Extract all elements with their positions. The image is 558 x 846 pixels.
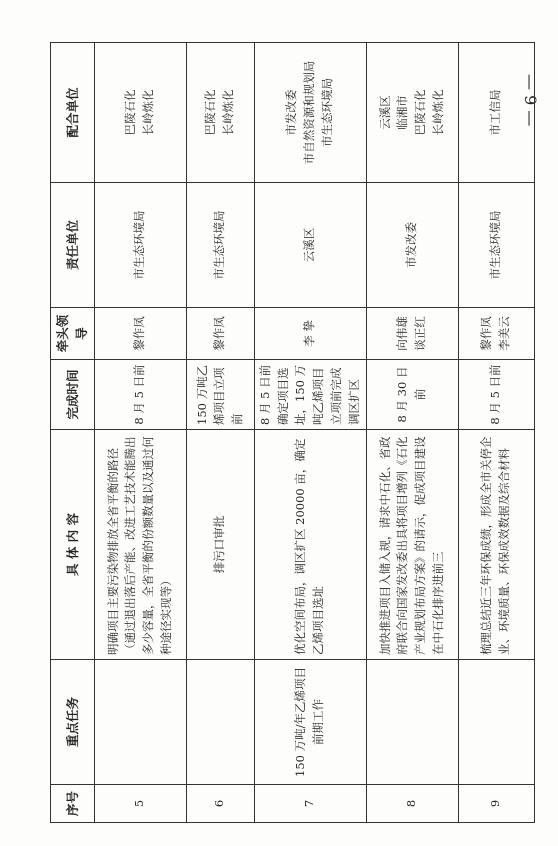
row-content: 明确项目主要污染物排放全省平衡的路径（通过退出落后产能、改进工艺技术能腾出多少容量，全省平衡的份额数量以及通过何种途径实现等） — [94, 430, 186, 660]
table-row — [186, 43, 254, 823]
support-unit: 临湘市 — [395, 95, 410, 130]
support-unit: 云溪区 — [377, 95, 392, 130]
row-support — [458, 43, 534, 183]
row-deadline: 8 月 30 日前 — [366, 360, 458, 430]
header-content: 具 体 内 容 — [51, 430, 95, 660]
support-unit: 长岭炼化 — [430, 89, 445, 136]
support-unit: 长岭炼化 — [221, 89, 236, 136]
support-unit: 巴陵石化 — [413, 89, 428, 136]
header-responsible: 责任单位 — [51, 183, 95, 308]
row-task — [366, 660, 458, 785]
support-unit: 市生态环境局 — [320, 78, 335, 147]
row-deadline: 8 月 5 日前 — [458, 360, 534, 430]
table-row — [94, 43, 186, 823]
row-responsible: 市发改委 — [366, 183, 458, 308]
row-responsible: 市生态环境局 — [94, 183, 186, 308]
support-unit: 市发改委 — [284, 89, 299, 136]
row-support — [186, 43, 254, 183]
support-unit: 巴陵石化 — [123, 89, 138, 136]
header-leader: 牵头领导 — [51, 308, 95, 360]
row-task — [94, 660, 186, 785]
row-task: 150 万吨/年乙烯项目前期工作 — [254, 660, 366, 785]
row-leader: 向伟雄 谈正红 — [366, 308, 458, 360]
support-unit: 长岭炼化 — [141, 89, 156, 136]
row-no: 7 — [254, 785, 366, 823]
table-header-row — [51, 43, 95, 823]
support-unit: 市自然资源和规划局 — [302, 60, 317, 165]
header-deadline: 完成时间 — [51, 360, 95, 430]
row-content: 加快推进项目入储入规，请求中石化、省政府联合向国家发改委出具将项目增列《石化产业规划布局方案》的请示，促成项目建设在中石化排序进前三 — [366, 430, 458, 660]
row-task — [186, 660, 254, 785]
task-table — [50, 42, 535, 823]
row-content: 排污口审批 — [186, 430, 254, 660]
header-task: 重点任务 — [51, 660, 95, 785]
row-task — [458, 660, 534, 785]
row-content: 优化空间布局，调区扩区 20000 亩，确定乙烯项目选址 — [254, 430, 366, 660]
row-leader: 黎作凤 — [94, 308, 186, 360]
row-support — [254, 43, 366, 183]
table-row — [254, 43, 366, 823]
row-deadline: 8 月 5 日前 — [94, 360, 186, 430]
page-number: — 9 — — [521, 73, 540, 127]
row-no: 5 — [94, 785, 186, 823]
row-support — [94, 43, 186, 183]
row-leader: 黎作凤 李美云 — [458, 308, 534, 360]
row-support — [366, 43, 458, 183]
rotated-table-wrapper — [50, 43, 518, 823]
row-responsible: 市生态环境局 — [458, 183, 534, 308]
row-leader: 李 挚 — [254, 308, 366, 360]
support-unit: 市工信局 — [488, 89, 503, 136]
row-no: 6 — [186, 785, 254, 823]
table-row — [366, 43, 458, 823]
header-no: 序号 — [51, 785, 95, 823]
row-deadline: 8 月 5 日前确定项目选址，150 万吨乙烯项目立项前完成调区扩区 — [254, 360, 366, 430]
header-support: 配合单位 — [51, 43, 95, 183]
support-unit: 巴陵石化 — [203, 89, 218, 136]
row-deadline: 150 万吨乙烯项目立项前 — [186, 360, 254, 430]
table-row — [458, 43, 534, 823]
row-leader: 黎作凤 — [186, 308, 254, 360]
row-responsible: 云溪区 — [254, 183, 366, 308]
row-content: 梳理总结近三年环保成绩，形成全市关停企业、环境质量、环保成效数据及综合材料 — [458, 430, 534, 660]
row-responsible: 市生态环境局 — [186, 183, 254, 308]
row-no: 9 — [458, 785, 534, 823]
row-no: 8 — [366, 785, 458, 823]
